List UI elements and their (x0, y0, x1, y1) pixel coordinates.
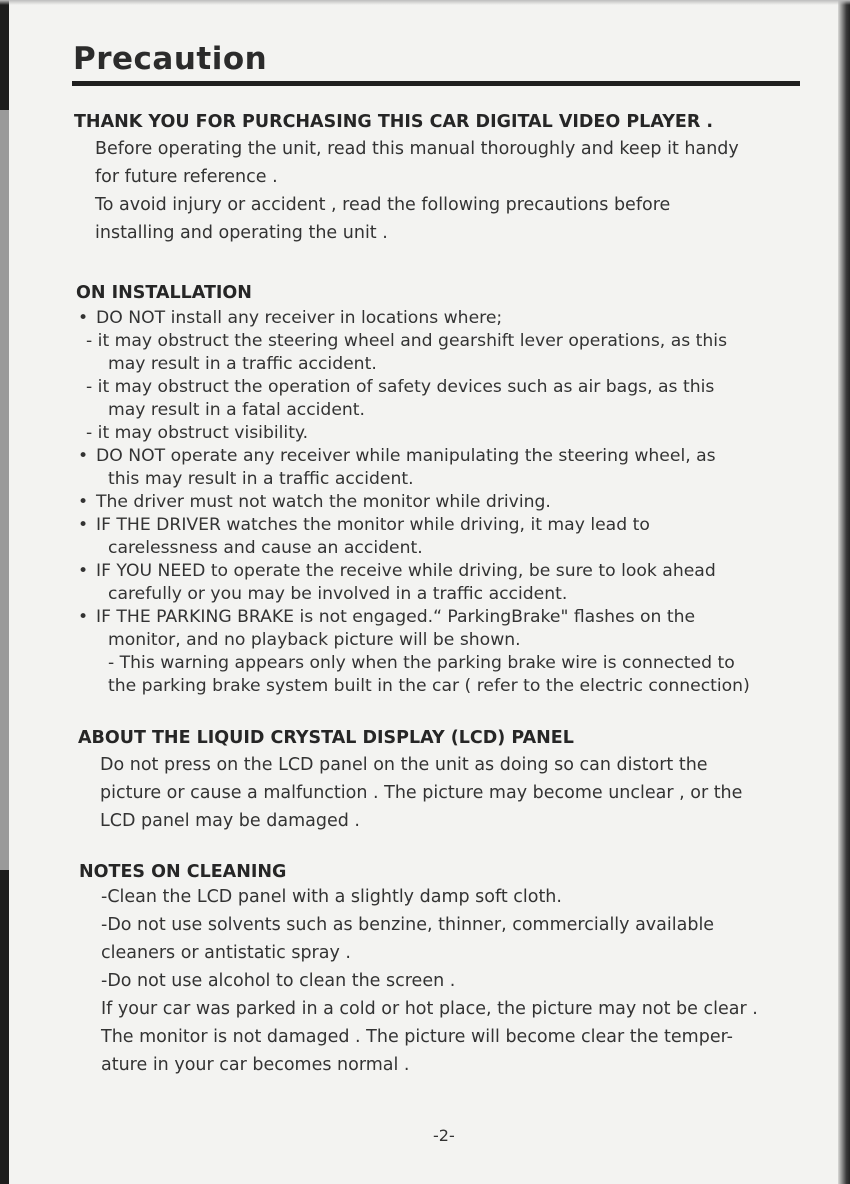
bullet-icon: • (78, 561, 89, 581)
list-item: may result in a traffic accident. (108, 354, 377, 374)
scan-edge-right (838, 0, 850, 1184)
cleaning-line-3: cleaners or antistatic spray . (101, 943, 351, 963)
scan-edge-left-light (0, 110, 9, 870)
bullet-icon: • (78, 607, 89, 627)
list-item: • The driver must not watch the monitor while driving. (78, 492, 551, 512)
lcd-line-3: LCD panel may be damaged . (100, 811, 360, 831)
intro-line-2: for future reference . (95, 167, 278, 187)
bullet-icon: • (78, 492, 89, 512)
list-item: monitor, and no playback picture will be shown. (108, 630, 521, 650)
cleaning-line-7: ature in your car becomes normal . (101, 1055, 410, 1075)
cleaning-heading: NOTES ON CLEANING (79, 862, 287, 882)
list-item: - it may obstruct the steering wheel and gearshift lever operations, as this (86, 331, 728, 351)
intro-line-1: Before operating the unit, read this manual thoroughly and keep it handy (95, 139, 739, 159)
list-item: • IF YOU NEED to operate the receive while driving, be sure to look ahead (78, 561, 716, 581)
list-item: carelessness and cause an accident. (108, 538, 423, 558)
cleaning-line-5: If your car was parked in a cold or hot place, the picture may not be clear . (101, 999, 758, 1019)
title-underline (72, 81, 800, 86)
cleaning-line-6: The monitor is not damaged . The picture will become clear the temper- (101, 1027, 733, 1047)
lcd-heading: ABOUT THE LIQUID CRYSTAL DISPLAY (LCD) PANEL (78, 728, 574, 748)
cleaning-paragraph (101, 883, 758, 1079)
intro-paragraph (95, 135, 739, 247)
page-number: -2- (433, 1126, 455, 1145)
list-item: • DO NOT operate any receiver while manipulating the steering wheel, as (78, 446, 716, 466)
bullet-icon: • (78, 308, 89, 328)
intro-line-3: To avoid injury or accident , read the following precautions before (95, 195, 671, 215)
bullet-icon: • (78, 446, 89, 466)
installation-list (77, 307, 817, 698)
intro-heading: THANK YOU FOR PURCHASING THIS CAR DIGITAL VIDEO PLAYER . (74, 112, 714, 132)
lcd-line-2: picture or cause a malfunction . The picture may become unclear , or the (100, 783, 743, 803)
list-item: this may result in a traffic accident. (108, 469, 414, 489)
list-item: • IF THE DRIVER watches the monitor while driving, it may lead to (78, 515, 650, 535)
cleaning-line-4: -Do not use alcohol to clean the screen . (101, 971, 456, 991)
bullet-icon: • (78, 515, 89, 535)
list-item: • DO NOT install any receiver in locations where; (78, 308, 503, 328)
intro-line-4: installing and operating the unit . (95, 223, 388, 243)
lcd-line-1: Do not press on the LCD panel on the unit as doing so can distort the (100, 755, 708, 775)
list-item: the parking brake system built in the car ( refer to the electric connection) (108, 676, 750, 696)
list-item: may result in a fatal accident. (108, 400, 366, 420)
cleaning-line-1: -Clean the LCD panel with a slightly damp soft cloth. (101, 887, 562, 907)
lcd-paragraph (100, 751, 742, 835)
page-title: Precaution (73, 41, 268, 77)
list-item: - This warning appears only when the parking brake wire is connected to (108, 653, 735, 673)
scan-edge-top (0, 0, 850, 5)
list-item: • IF THE PARKING BRAKE is not engaged.“ ParkingBrake" flashes on the (78, 607, 696, 627)
cleaning-line-2: -Do not use solvents such as benzine, thinner, commercially available (101, 915, 715, 935)
list-item: - it may obstruct the operation of safety devices such as air bags, as this (86, 377, 715, 397)
list-item: - it may obstruct visibility. (86, 423, 309, 443)
list-item: carefully or you may be involved in a traffic accident. (108, 584, 568, 604)
installation-heading: ON INSTALLATION (76, 283, 252, 303)
